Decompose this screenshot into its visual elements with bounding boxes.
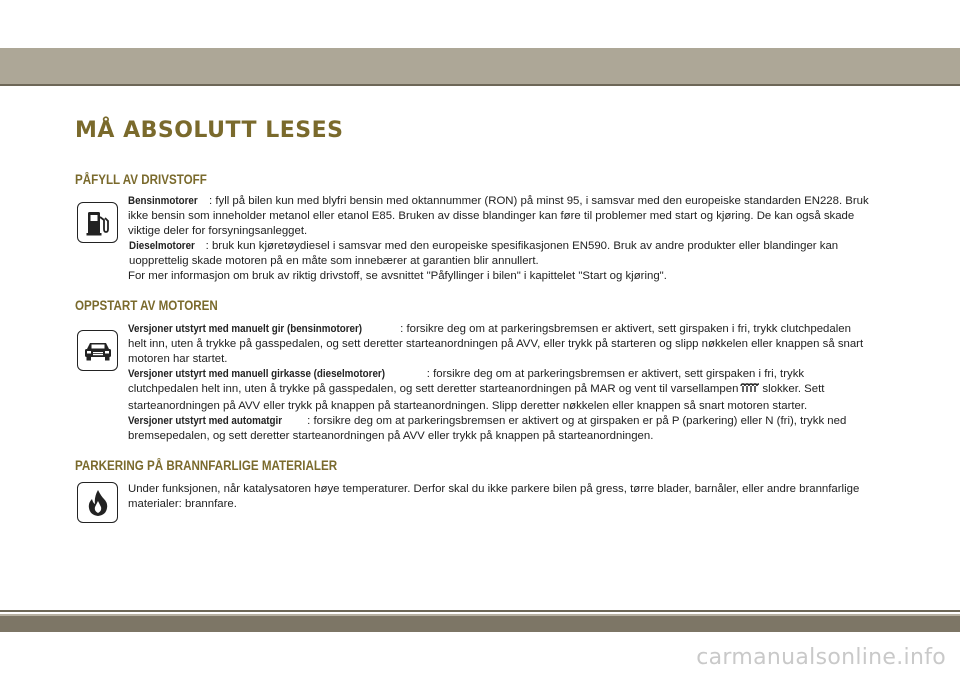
term-label: Versjoner utstyrt med manuelt gir (bensinmotorer) [128, 323, 363, 335]
section-body-start [128, 322, 870, 444]
top-band [0, 48, 960, 84]
fuel-pump-icon [77, 202, 118, 243]
glow-plug-icon [740, 383, 760, 399]
term-label: Dieselmotorer [129, 240, 195, 252]
paragraph-text: : forsikre deg om at parkeringsbremsen er aktivert, sett girspaken i fri, trykk clutchpedalen helt inn, uten å trykke på gasspedalen, og sett deretter starteanordningen på MAR og vent til varsellampen [128, 368, 805, 395]
car-icon [77, 330, 118, 371]
page-title: MÅ ABSOLUTT LESES [75, 118, 344, 143]
watermark: carmanualsonline.info [696, 645, 946, 670]
paragraph [128, 482, 870, 512]
paragraph [128, 367, 870, 414]
paragraph [128, 239, 870, 269]
section-body-parking [128, 482, 870, 512]
paragraph-text: : forsikre deg om at parkeringsbremsen er aktivert, sett girspaken i fri, trykk clutchpedalen helt inn, uten å trykke på gasspedalen, og sett deretter starteanordningen på AVV, eller trykk på starteren og slipp nøkkelen eller knappen så snart motoren har startet. [128, 323, 864, 365]
paragraph-text: : fyll på bilen kun med blyfri bensin med oktannummer (RON) på minst 95, i samsvar med den europeiske standarden EN228. Bruk ikke bensin som inneholder metanol eller etanol E85. Bruken av disse blandinger kan føre til problemer med start og kjøring. De kan også skade viktige deler for forsyningsanlegget. [128, 195, 869, 237]
term-label: Versjoner utstyrt med manuell girkasse (dieselmotorer) [128, 368, 385, 380]
paragraph [128, 194, 870, 239]
section-heading-parking: PARKERING PÅ BRANNFARLIGE MATERIALER [75, 458, 338, 473]
paragraph [128, 414, 870, 444]
section-heading-start: OPPSTART AV MOTOREN [75, 298, 218, 313]
fire-icon [77, 482, 118, 523]
paragraph-text: For mer informasjon om bruk av riktig drivstoff, se avsnittet "Påfyllinger i bilen" i kapittelet "Start og kjøring". [128, 270, 667, 282]
term-label: Bensinmotorer [128, 195, 198, 207]
term-label: Versjoner utstyrt med automatgir [128, 415, 283, 427]
paragraph-text: : forsikre deg om at parkeringsbremsen er aktivert og at girspaken er på P (parkering) eller N (fri), trykk ned bremsepedalen, og sett deretter starteanordningen på AVV eller trykk på knappen på starteanordningen. [128, 415, 847, 442]
paragraph-text: Under funksjonen, når katalysatoren høye temperaturer. Derfor skal du ikke parkere bilen på gress, tørre blader, barnåler, eller andre brannfarlige materialer: brannfare. [128, 483, 860, 510]
paragraph-text: : bruk kun kjøretøydiesel i samsvar med den europeiske spesifikasjonen EN590. Bruk av andre produkter eller blandinger kan uopprettelig skade motoren på en måte som innebærer at garantien blir annullert. [129, 240, 839, 267]
bottom-rule [0, 610, 960, 612]
bottom-band [0, 616, 960, 632]
paragraph-text: slokker. Sett starteanordningen på AVV eller trykk på knappen på starteanordningen. Slipp deretter nøkkelen eller knappen så snart motoren starter. [128, 383, 825, 412]
section-heading-fuel: PÅFYLL AV DRIVSTOFF [75, 172, 207, 187]
paragraph [128, 322, 870, 367]
top-rule [0, 84, 960, 86]
paragraph [128, 269, 870, 284]
section-body-fuel [128, 194, 870, 284]
